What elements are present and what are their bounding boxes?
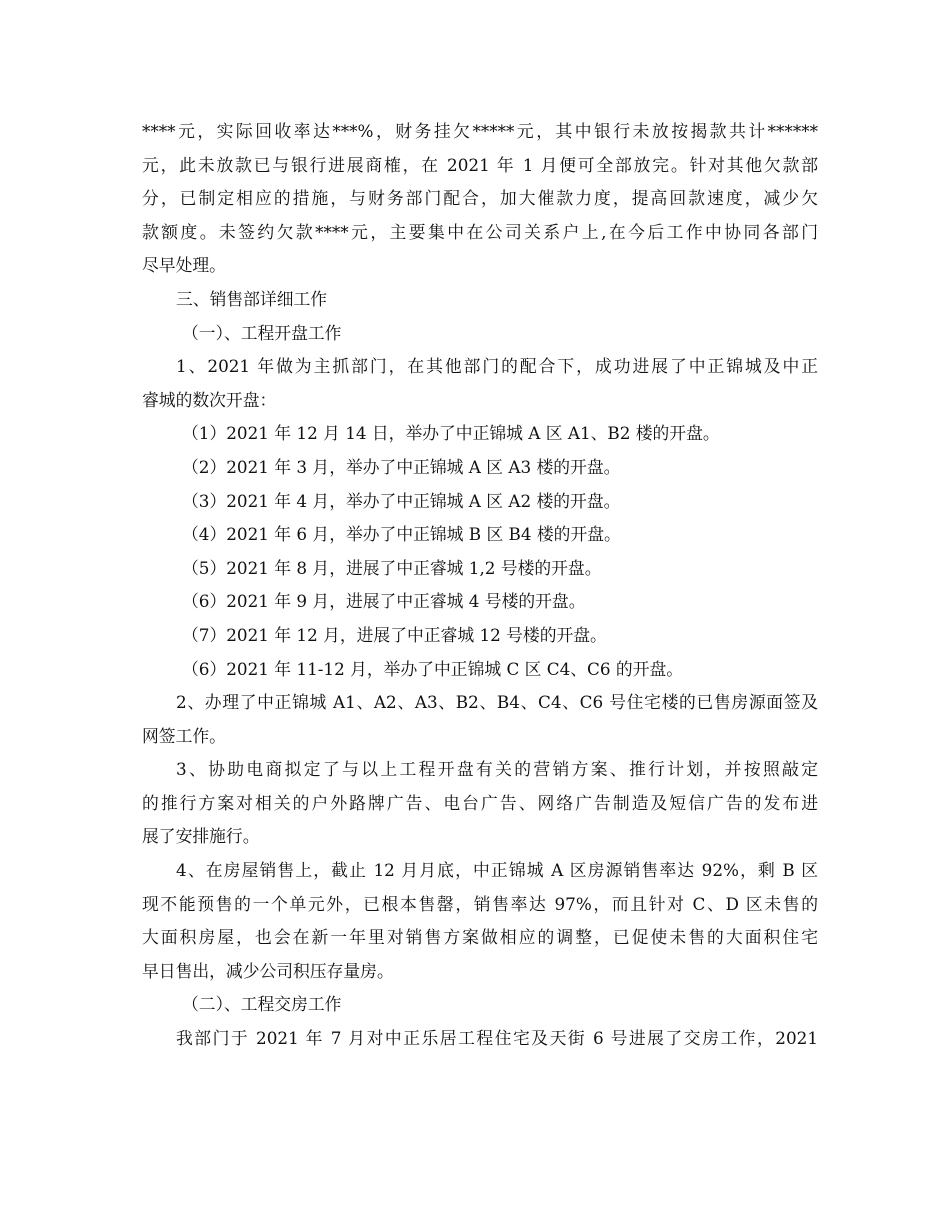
text-line: （6）2021 年 9 月，进展了中正睿城 4 号楼的开盘。 bbox=[182, 591, 586, 612]
text-line: 三、销售部详细工作 bbox=[176, 288, 328, 309]
text-line: 2、办理了中正锦城 A1、A2、A3、B2、B4、C4、C6 号住宅楼的已售房源面签及 bbox=[176, 692, 818, 713]
text-line: （2）2021 年 3 月，举办了中正锦城 A 区 A3 楼的开盘。 bbox=[182, 456, 621, 477]
document-body bbox=[142, 115, 818, 1056]
text-line: 展了安排施行。 bbox=[142, 826, 260, 847]
text-line: 我部门于 2021 年 7 月对中正乐居工程住宅及天街 6 号进展了交房工作，2021 bbox=[176, 1028, 818, 1049]
text-line: 4、在房屋销售上，截止 12 月月底，中正锦城 A 区房源销售率达 92%，剩 B 区 bbox=[176, 860, 818, 881]
text-line: 元，此未放款已与银行进展商榷，在 2021 年 1 月便可全部放完。针对其他欠款部 bbox=[142, 154, 818, 175]
text-line: （4）2021 年 6 月，举办了中正锦城 B 区 B4 楼的开盘。 bbox=[182, 524, 621, 545]
text-line: （1）2021 年 12 月 14 日，举办了中正锦城 A 区 A1、B2 楼的开盘。 bbox=[182, 423, 720, 444]
text-line: 大面积房屋，也会在新一年里对销售方案做相应的调整，已促使未售的大面积住宅 bbox=[142, 927, 818, 948]
text-line: 睿城的数次开盘： bbox=[142, 389, 277, 410]
text-line: 3、协助电商拟定了与以上工程开盘有关的营销方案、推行计划，并按照敲定 bbox=[176, 759, 818, 780]
text-line: 网签工作。 bbox=[142, 725, 226, 746]
text-line: 1、2021 年做为主抓部门，在其他部门的配合下，成功进展了中正锦城及中正 bbox=[176, 356, 818, 377]
text-line: （一）、工程开盘工作 bbox=[182, 322, 342, 343]
text-line: 现不能预售的一个单元外，已根本售罄，销售率达 97%，而且针对 C、D 区未售的 bbox=[142, 893, 818, 914]
text-line: 尽早处理。 bbox=[142, 255, 226, 276]
text-line: 的推行方案对相关的户外路牌广告、电台广告、网络广告制造及短信广告的发布进 bbox=[142, 792, 818, 813]
text-line: （7）2021 年 12 月，进展了中正睿城 12 号楼的开盘。 bbox=[182, 624, 607, 645]
text-line: 早日售出，减少公司积压存量房。 bbox=[142, 960, 394, 981]
text-line: （二）、工程交房工作 bbox=[182, 994, 342, 1015]
text-line: （6）2021 年 11-12 月，举办了中正锦城 C 区 C4、C6 的开盘。 bbox=[182, 658, 684, 679]
text-line: （5）2021 年 8 月，进展了中正睿城 1,2 号楼的开盘。 bbox=[182, 557, 602, 578]
text-line: 款额度。未签约欠款****元，主要集中在公司关系户上,在今后工作中协同各部门 bbox=[142, 221, 818, 242]
text-line: 分，已制定相应的措施，与财务部门配合，加大催款力度，提高回款速度，减少欠 bbox=[142, 188, 818, 209]
text-line: （3）2021 年 4 月，举办了中正锦城 A 区 A2 楼的开盘。 bbox=[182, 490, 621, 511]
text-line: ****元，实际回收率达***%，财务挂欠*****元，其中银行未放按揭款共计****** bbox=[142, 121, 818, 141]
